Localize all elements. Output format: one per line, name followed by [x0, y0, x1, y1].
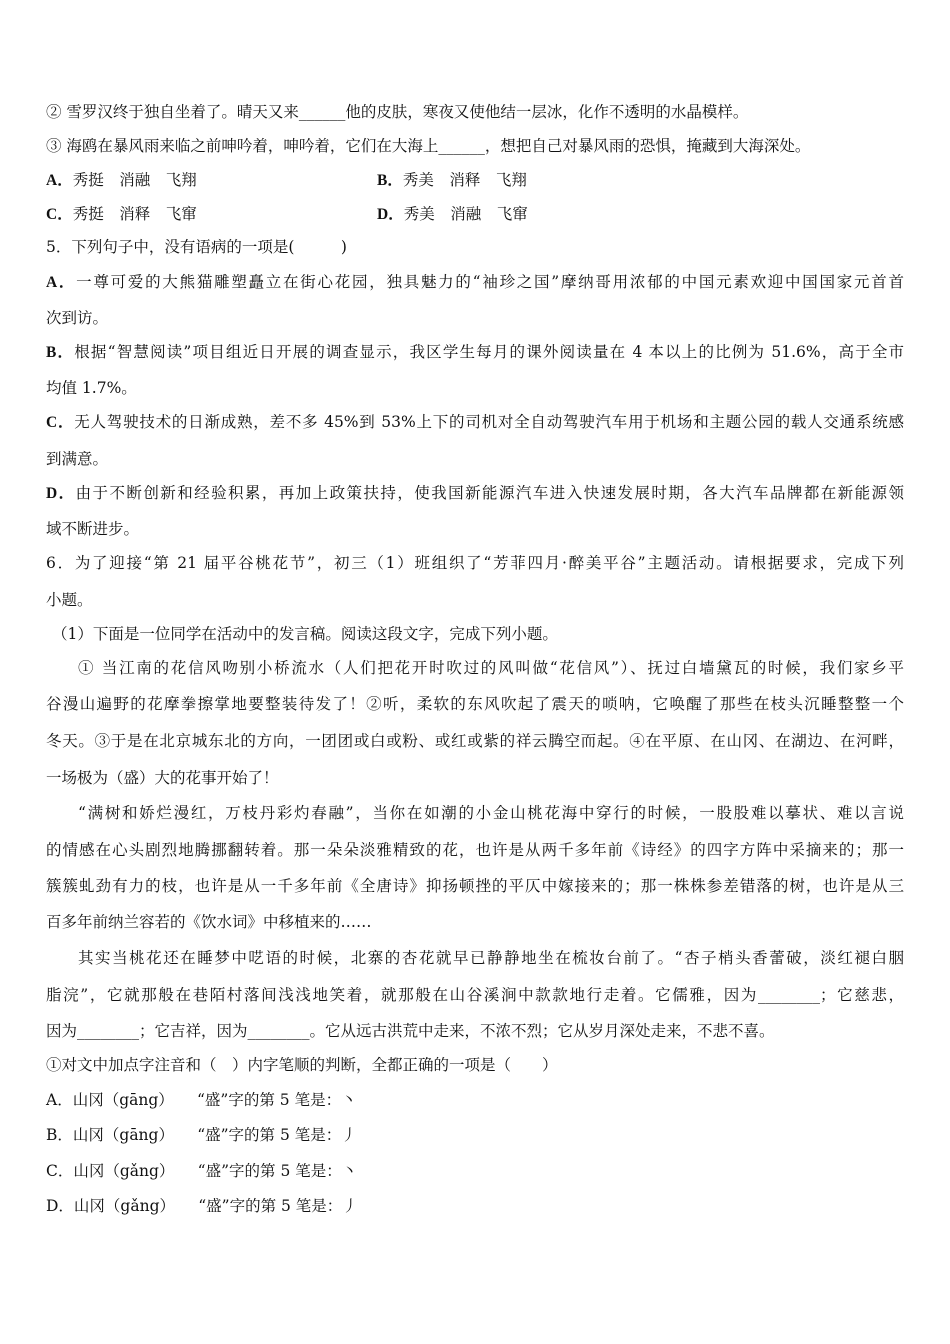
- q5-stem: 5．下列句子中，没有语病的一项是( ): [46, 238, 347, 256]
- option-text: 秀美 消融 飞窜: [403, 205, 528, 223]
- q6-choice-b[interactable]: B．山冈（gāng） “盛”字的第 5 笔是：丿: [46, 1126, 357, 1144]
- q5-option-c-line1[interactable]: [46, 412, 904, 433]
- q6-choice-c[interactable]: C．山冈（gǎng） “盛”字的第 5 笔是：丶: [46, 1162, 358, 1180]
- passage-p2-line: 簇簇虬劲有力的枝，也许是从一千多年前《全唐诗》抑扬顿挫的平仄中嫁接来的；那一株株参差错落的树，也许是从三: [46, 877, 904, 895]
- passage-p3-line: 脂浣”，它就那般在巷陌村落间浅浅地笑着，就那般在山谷溪涧中款款地行走着。它儒雅，因为________；它慈悲，: [46, 986, 904, 1004]
- q4-option-b[interactable]: [377, 170, 527, 191]
- option-text: 秀挺 消释 飞窜: [72, 205, 197, 223]
- passage-p2-line: 的情感在心头剧烈地腾挪翻转着。那一朵朵淡雅精致的花，也许是从两千多年前《诗经》的四字方阵中采摘来的；那一: [46, 841, 904, 859]
- passage-p2-line: 百多年前纳兰容若的《饮水词》中移植来的……: [46, 913, 372, 931]
- option-text: 秀挺 消融 飞翔: [72, 171, 197, 189]
- q5-option-d-line1[interactable]: [46, 483, 904, 504]
- passage-p3-line: 其实当桃花还在睡梦中呓语的时候，北寨的杏花就早已静静地坐在梳妆台前了。“杏子梢头香蕾破，淡红褪白胭: [78, 949, 904, 967]
- q4-option-d[interactable]: [377, 204, 528, 225]
- q4-sentence-2: ② 雪罗汉终于独自坐着了。晴天又来______他的皮肤，寒夜又使他结一层冰，化作不透明的水晶模样。: [46, 103, 749, 121]
- q6-choice-a[interactable]: A．山冈（gāng） “盛”字的第 5 笔是：丶: [46, 1091, 357, 1109]
- q6-stem-line1: 6．为了迎接“第 21 届平谷桃花节”，初三（1）班组织了“芳菲四月·醉美平谷”主题活动。请根据要求，完成下列: [46, 554, 904, 572]
- q6-sub-question-1: （1）下面是一位同学在活动中的发言稿。阅读这段文字，完成下列小题。: [52, 625, 558, 643]
- option-label: C．: [46, 414, 75, 431]
- q5-option-b-line1[interactable]: [46, 342, 904, 363]
- q5-option-c-line2: 到满意。: [46, 450, 109, 468]
- option-text: 由于不断创新和经验积累，再加上政策扶持，使我国新能源汽车进入快速发展时期，各大汽车品牌都在新能源领: [75, 484, 904, 502]
- option-label: B．: [46, 344, 75, 361]
- option-text: 无人驾驶技术的日渐成熟，差不多 45%到 53%上下的司机对全自动驾驶汽车用于机场和主题公园的载人交通系统感: [74, 413, 904, 431]
- passage-p1-line: ① 当江南的花信风吻别小桥流水（人们把花开时吹过的风叫做“花信风”）、抚过白墙黛瓦的时候，我们家乡平: [78, 659, 904, 677]
- q5-option-a-line1[interactable]: [46, 272, 904, 293]
- q6-question-1: ①对文中加点字注音和（ ）内字笔顺的判断，全都正确的一项是（ ）: [46, 1056, 558, 1074]
- option-label: A．: [46, 172, 73, 189]
- q4-option-c[interactable]: [46, 204, 197, 225]
- q4-option-a[interactable]: [46, 170, 197, 191]
- passage-p3-line: 因为________；它吉祥，因为________。它从远古洪荒中走来，不浓不烈；它从岁月深处走来，不悲不喜。: [46, 1022, 775, 1040]
- option-text: 一尊可爱的大熊猫雕塑矗立在街心花园，独具魅力的“袖珍之国”摩纳哥用浓郁的中国元素欢迎中国国家元首首: [76, 273, 904, 291]
- q5-option-d-line2: 域不断进步。: [46, 520, 140, 538]
- passage-p2-line: “满树和娇烂漫红，万枝丹彩灼春融”，当你在如潮的小金山桃花海中穿行的时候，一股股难以摹状、难以言说: [78, 804, 904, 822]
- option-label: A．: [46, 274, 77, 291]
- passage-p1-line: 冬天。③于是在北京城东北的方向，一团团或白或粉、或红或紫的祥云腾空而起。④在平原、在山冈、在湖边、在河畔，: [46, 732, 904, 750]
- passage-p1-line: 谷漫山遍野的花摩拳擦掌地要整装待发了！②听，柔软的东风吹起了震天的唢呐，它唤醒了那些在枝头沉睡整整一个: [46, 695, 904, 713]
- q5-option-b-line2: 均值 1.7%。: [46, 379, 137, 397]
- q4-sentence-3: ③ 海鸥在暴风雨来临之前呻吟着，呻吟着，它们在大海上______，想把自己对暴风雨的恐惧，掩藏到大海深处。: [46, 137, 811, 155]
- option-text: 根据“智慧阅读”项目组近日开展的调查显示，我区学生每月的课外阅读量在 4 本以上的比例为 51.6%，高于全市: [74, 343, 905, 361]
- option-label: D．: [377, 206, 404, 223]
- option-label: C．: [46, 206, 73, 223]
- q5-option-a-line2: 次到访。: [46, 309, 109, 327]
- q6-stem-line2: 小题。: [46, 591, 93, 609]
- q6-choice-d[interactable]: D．山冈（gǎng） “盛”字的第 5 笔是：丿: [46, 1197, 358, 1215]
- option-label: D．: [46, 485, 76, 502]
- passage-p1-line: 一场极为（盛）大的花事开始了！: [46, 769, 279, 787]
- option-label: B．: [377, 172, 403, 189]
- option-text: 秀美 消释 飞翔: [402, 171, 527, 189]
